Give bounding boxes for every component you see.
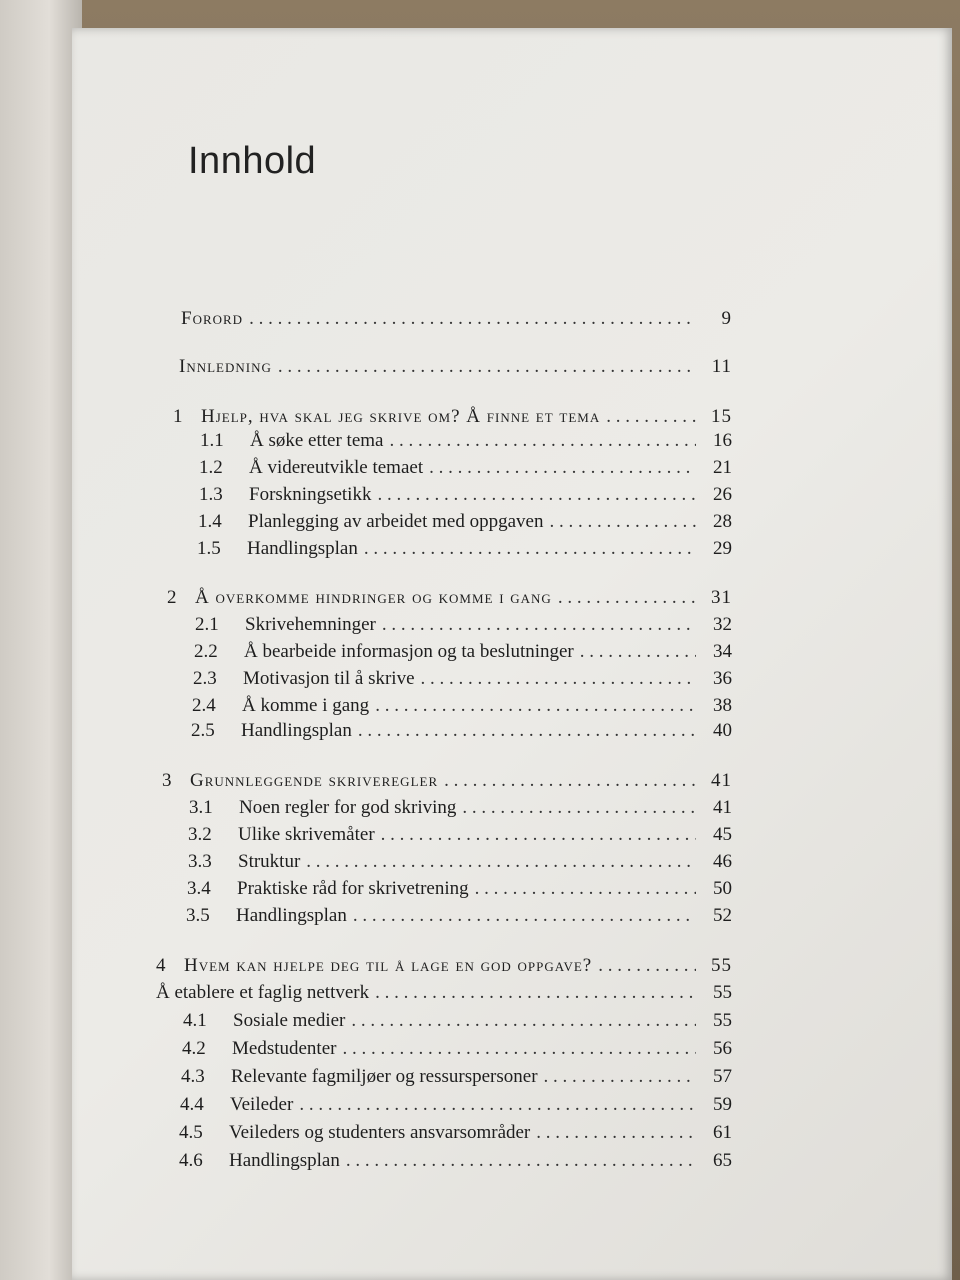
dot-leader bbox=[342, 1036, 696, 1062]
toc-entry-number: 1.5 bbox=[197, 538, 221, 559]
toc-entry-page-number: 16 bbox=[713, 430, 732, 451]
toc-entry-title: Handlingsplan bbox=[236, 905, 347, 926]
toc-entry bbox=[167, 585, 732, 611]
toc-entry bbox=[189, 795, 732, 821]
toc-entry-title: Grunnleggende skriveregler bbox=[190, 770, 439, 791]
toc-entry-number: 1.4 bbox=[198, 511, 222, 532]
dot-leader bbox=[249, 306, 696, 332]
toc-entry bbox=[181, 306, 732, 332]
dot-leader bbox=[598, 953, 696, 979]
dot-leader bbox=[351, 1008, 696, 1034]
toc-entry bbox=[173, 404, 732, 430]
toc-entry-page-number: 26 bbox=[713, 484, 732, 505]
toc-entry-page-number: 46 bbox=[713, 851, 732, 872]
dot-leader bbox=[375, 693, 696, 719]
toc-entry bbox=[197, 536, 732, 562]
toc-entry-page-number: 29 bbox=[713, 538, 732, 559]
toc-entry bbox=[162, 768, 732, 794]
toc-entry-title: Handlingsplan bbox=[241, 720, 352, 741]
dot-leader bbox=[306, 849, 696, 875]
toc-entry bbox=[186, 903, 732, 929]
toc-entry-page-number: 21 bbox=[713, 457, 732, 478]
toc-entry bbox=[199, 482, 732, 508]
dot-leader bbox=[364, 536, 696, 562]
dot-leader bbox=[580, 639, 696, 665]
toc-entry-number: 2.2 bbox=[194, 641, 218, 662]
toc-entry-page-number: 55 bbox=[713, 1010, 732, 1031]
toc-entry bbox=[192, 693, 732, 719]
toc-entry-number: 1.1 bbox=[200, 430, 224, 451]
dot-leader bbox=[475, 876, 696, 902]
toc-entry-title: Veileder bbox=[230, 1094, 294, 1115]
toc-entry-page-number: 38 bbox=[713, 695, 732, 716]
toc-entry bbox=[191, 718, 732, 744]
toc-entry-number: 2 bbox=[167, 587, 178, 608]
toc-entry-page-number: 52 bbox=[713, 905, 732, 926]
dot-leader bbox=[544, 1064, 696, 1090]
toc-entry bbox=[183, 1008, 732, 1034]
toc-entry-title: Medstudenter bbox=[232, 1038, 337, 1059]
toc-entry-page-number: 34 bbox=[713, 641, 732, 662]
toc-entry-page-number: 61 bbox=[713, 1122, 732, 1143]
toc-entry-title: Struktur bbox=[238, 851, 301, 872]
dot-leader bbox=[346, 1148, 696, 1174]
dot-leader bbox=[421, 666, 696, 692]
toc-entry-number: 2.1 bbox=[195, 614, 219, 635]
toc-entry-number: 3.4 bbox=[187, 878, 211, 899]
toc-entry bbox=[200, 428, 732, 454]
toc-entry-title: Praktiske råd for skrivetrening bbox=[237, 878, 469, 899]
dot-leader bbox=[429, 455, 696, 481]
toc-entry-title: Handlingsplan bbox=[229, 1150, 340, 1171]
toc-entry bbox=[193, 666, 732, 692]
dot-leader bbox=[444, 768, 696, 794]
toc-entry-title: Hvem kan hjelpe deg til å lage en god oppgave? bbox=[184, 955, 593, 976]
dot-leader bbox=[375, 980, 696, 1006]
toc-entry-number: 3.3 bbox=[188, 851, 212, 872]
toc-entry bbox=[179, 1120, 732, 1146]
toc-entry-number: 3.5 bbox=[186, 905, 210, 926]
toc-entry-page-number: 9 bbox=[721, 308, 732, 329]
toc-entry bbox=[156, 980, 732, 1006]
toc-entry-page-number: 55 bbox=[713, 982, 732, 1003]
toc-entry-number: 1.2 bbox=[199, 457, 223, 478]
dot-leader bbox=[558, 585, 696, 611]
toc-entry-number: 2.3 bbox=[193, 668, 217, 689]
dot-leader bbox=[462, 795, 696, 821]
toc-entry-number: 3.2 bbox=[188, 824, 212, 845]
toc-entry-page-number: 57 bbox=[713, 1066, 732, 1087]
toc-entry-number: 4.2 bbox=[182, 1038, 206, 1059]
toc-entry-page-number: 15 bbox=[711, 406, 732, 427]
toc-entry-number: 4.5 bbox=[179, 1122, 203, 1143]
dot-leader bbox=[358, 718, 696, 744]
toc-entry bbox=[198, 509, 732, 535]
toc-entry-page-number: 31 bbox=[711, 587, 732, 608]
toc-entry-page-number: 56 bbox=[713, 1038, 732, 1059]
toc-entry-page-number: 50 bbox=[713, 878, 732, 899]
toc-entry bbox=[188, 822, 732, 848]
toc-entry-page-number: 36 bbox=[713, 668, 732, 689]
toc-entry-title: Å overkomme hindringer og komme i gang bbox=[195, 587, 552, 608]
dot-leader bbox=[389, 428, 696, 454]
toc-entry-number: 3.1 bbox=[189, 797, 213, 818]
toc-entry-title: Motivasjon til å skrive bbox=[243, 668, 415, 689]
toc-entry bbox=[187, 876, 732, 902]
dot-leader bbox=[278, 354, 696, 380]
toc-entry bbox=[181, 1064, 732, 1090]
page-title: Innhold bbox=[188, 140, 317, 182]
toc-entry-page-number: 28 bbox=[713, 511, 732, 532]
toc-entry-number: 4.6 bbox=[179, 1150, 203, 1171]
toc-entry bbox=[195, 612, 732, 638]
dot-leader bbox=[606, 404, 696, 430]
toc-entry-title: Handlingsplan bbox=[247, 538, 358, 559]
dot-leader bbox=[353, 903, 696, 929]
dot-leader bbox=[299, 1092, 696, 1118]
toc-entry-page-number: 11 bbox=[711, 356, 732, 377]
toc-entry-title: Innledning bbox=[179, 356, 272, 377]
toc-entry-title: Ulike skrivemåter bbox=[238, 824, 375, 845]
toc-entry-number: 3 bbox=[162, 770, 173, 791]
dot-leader bbox=[377, 482, 696, 508]
toc-entry-number: 1 bbox=[173, 406, 184, 427]
toc-entry-title: Forskningsetikk bbox=[249, 484, 372, 505]
toc-entry bbox=[179, 354, 732, 380]
toc-entry-title: Å videreutvikle temaet bbox=[249, 457, 424, 478]
toc-entry-number: 2.5 bbox=[191, 720, 215, 741]
toc-entry-title: Å bearbeide informasjon og ta beslutninger bbox=[244, 641, 574, 662]
toc-entry-page-number: 45 bbox=[713, 824, 732, 845]
dot-leader bbox=[549, 509, 696, 535]
dot-leader bbox=[381, 822, 696, 848]
toc-entry-page-number: 41 bbox=[711, 770, 732, 791]
toc-entry-number: 1.3 bbox=[199, 484, 223, 505]
toc-entry bbox=[156, 953, 732, 979]
toc-entry bbox=[182, 1036, 732, 1062]
toc-entry-title: Relevante fagmiljøer og ressurspersoner bbox=[231, 1066, 538, 1087]
toc-entry-title: Skrivehemninger bbox=[245, 614, 376, 635]
toc-entry-page-number: 40 bbox=[713, 720, 732, 741]
toc-entry-title: Planlegging av arbeidet med oppgaven bbox=[248, 511, 544, 532]
toc-entry bbox=[180, 1092, 732, 1118]
toc-entry-title: Sosiale medier bbox=[233, 1010, 346, 1031]
toc-entry-title: Noen regler for god skriving bbox=[239, 797, 457, 818]
toc-entry-title: Forord bbox=[181, 308, 244, 329]
dot-leader bbox=[536, 1120, 696, 1146]
toc-entry-number: 4.3 bbox=[181, 1066, 205, 1087]
dot-leader bbox=[382, 612, 696, 638]
toc-entry bbox=[179, 1148, 732, 1174]
toc-entry-title: Å etablere et faglig nettverk bbox=[156, 982, 370, 1003]
toc-entry-title: Å komme i gang bbox=[242, 695, 370, 716]
toc-entry-title: Å søke etter tema bbox=[250, 430, 384, 451]
toc-entry-page-number: 55 bbox=[711, 955, 732, 976]
toc-entry-number: 4.4 bbox=[180, 1094, 204, 1115]
toc-entry bbox=[194, 639, 732, 665]
toc-entry-number: 4.1 bbox=[183, 1010, 207, 1031]
toc-entry-page-number: 41 bbox=[713, 797, 732, 818]
toc-entry-title: Veileders og studenters ansvarsområder bbox=[229, 1122, 531, 1143]
toc-entry-title: Hjelp, hva skal jeg skrive om? Å finne et tema bbox=[201, 406, 601, 427]
toc-entry bbox=[188, 849, 732, 875]
toc-entry bbox=[199, 455, 732, 481]
toc-entry-number: 2.4 bbox=[192, 695, 216, 716]
toc-entry-page-number: 65 bbox=[713, 1150, 732, 1171]
toc-entry-page-number: 59 bbox=[713, 1094, 732, 1115]
toc-entry-page-number: 32 bbox=[713, 614, 732, 635]
toc-entry-number: 4 bbox=[156, 955, 167, 976]
